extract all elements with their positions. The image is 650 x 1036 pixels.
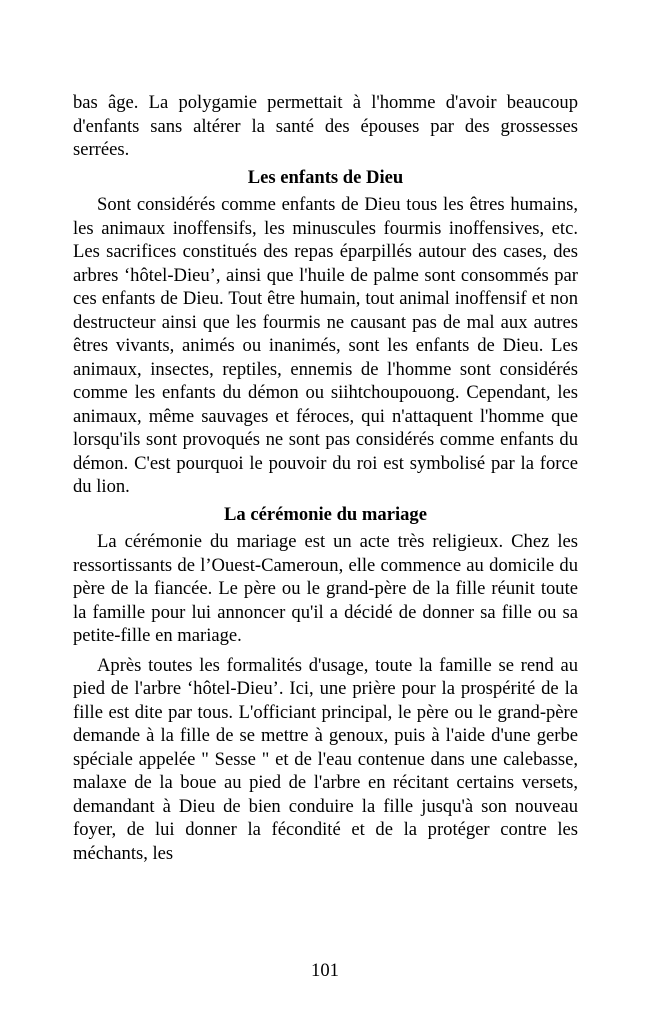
- paragraph-continuation: bas âge. La polygamie permettait à l'homme d'avoir beaucoup d'enfants sans altérer la santé des épouses par des grossesses serrées.: [73, 92, 578, 160]
- page-body: [73, 91, 578, 865]
- section-heading-enfants-de-dieu: Les enfants de Dieu: [247, 166, 404, 188]
- page-number: 101: [311, 960, 339, 981]
- paragraph-enfants-de-dieu: Sont considérés comme enfants de Dieu tous les êtres humains, les animaux inoffensifs, les minuscules fourmis inoffensives, etc. Les sacrifices constitués des repas éparpillés autour des cases, des arbres ‘hôtel-Dieu’, ainsi que l'huile de palme sont consommés par ces enfants de Dieu. Tout être humain, tout animal inoffensif et non destructeur ainsi que les fourmis ne causant pas de mal aux autres êtres vivants, animés ou inanimés, sont les enfants de Dieu. Les animaux, insectes, reptiles, ennemis de l'homme sont considérés comme les enfants du démon ou siihtchoupouong. Cependant, les animaux, même sauvages et féroces, qui n'attaquent l'homme que lorsqu'ils sont provoqués ne sont pas considérés comme enfants du démon. C'est pourquoi le pouvoir du roi est symbolisé par la force du lion.: [73, 194, 578, 497]
- paragraph-ceremonie-intro: La cérémonie du mariage est un acte très religieux. Chez les ressortissants de l’Ouest-Cameroun, elle commence au domicile du père de la fiancée. Le père ou le grand-père de la fille réunit toute la famille pour lui annoncer qu'il a décidé de donner sa fille ou sa petite-fille en mariage.: [73, 531, 578, 646]
- paragraph-ceremonie-formalites: Après toutes les formalités d'usage, toute la famille se rend au pied de l'arbre ‘hôtel-Dieu’. Ici, une prière pour la prospérité de la fille est dite par tous. L'officiant principal, le père ou le grand-père demande à la fille de se mettre à genoux, puis à l'aide d'une gerbe spéciale appelée " Sesse " et de l'eau contenue dans une calebasse, malaxe de la boue au pied de l'arbre en récitant certains versets, demandant à Dieu de bien conduire la fille jusqu'à son nouveau foyer, de lui donner la fécondité et de la protéger contre les méchants, les: [73, 654, 578, 864]
- section-heading-ceremonie-mariage: La cérémonie du mariage: [224, 503, 427, 525]
